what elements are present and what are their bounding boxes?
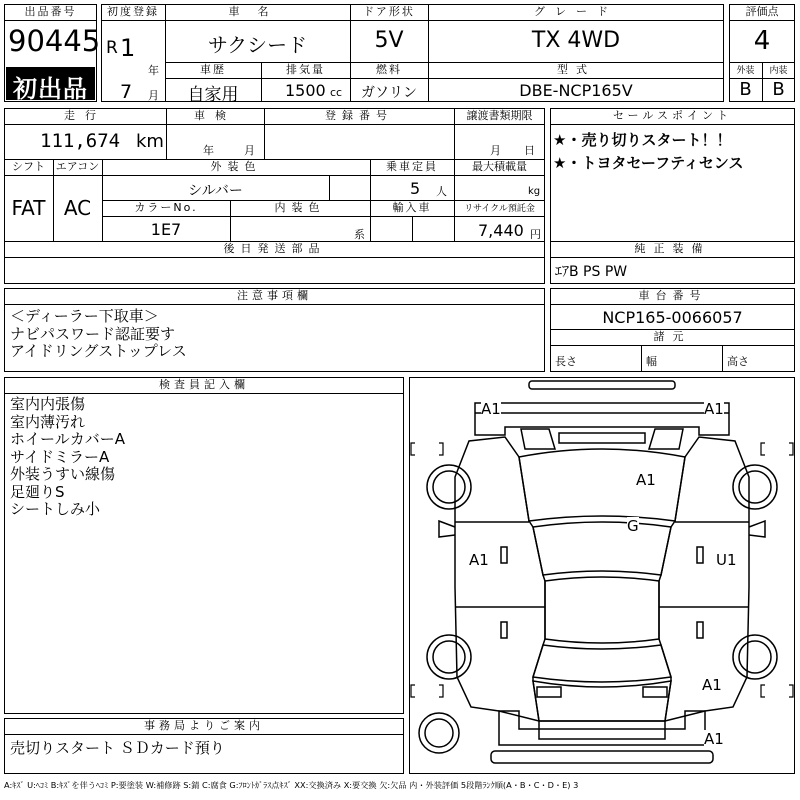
shift-label: シフト (12, 160, 45, 173)
era: R (106, 38, 118, 58)
km-unit: km (136, 131, 164, 152)
cc-unit: cc (330, 86, 343, 99)
mark-right-side: U1 (716, 551, 737, 569)
displacement-label: 排気量 (286, 63, 325, 76)
mileage-label: 走行 (64, 109, 106, 122)
ac: AC (63, 196, 92, 220)
yen-unit: 円 (530, 228, 541, 241)
colorno-label: カラーNo. (134, 201, 198, 214)
reg-month: 7 (120, 81, 133, 103)
ac-label: エアコン (55, 160, 100, 173)
seats: 5 (410, 179, 421, 198)
color-label: 外装色 (210, 160, 262, 173)
car-name: サクシード (207, 33, 308, 57)
first-listing-label: 初出品 (13, 75, 88, 103)
fuel: ガソリン (361, 85, 417, 101)
mileage: 111,674 (40, 130, 121, 152)
interior-label: 内装色 (274, 201, 326, 214)
inspector-line: サイドミラーA (10, 447, 110, 466)
reg-label: 初度登録 (107, 5, 159, 18)
load-label: 最大積載量 (472, 160, 527, 173)
dims-length: 長さ (555, 355, 577, 368)
office-label: 事務局よりご案内 (144, 719, 264, 732)
import-label: 輸入車 (392, 201, 432, 214)
name-label: 車名 (228, 5, 287, 18)
dims-height: 高さ (727, 355, 749, 368)
car-diagram (409, 377, 795, 774)
score-label: 評価点 (745, 5, 779, 18)
mark-hood: A1 (636, 471, 656, 489)
inspector-line: シートしみ小 (10, 500, 101, 518)
month-unit: 月 (148, 89, 159, 102)
load-unit: kg (528, 186, 541, 197)
door: 5V (374, 28, 404, 53)
notes-label: 注意事項欄 (237, 289, 312, 302)
model-label: 型式 (557, 63, 595, 76)
later-parts-label: 後日発送部品 (223, 242, 326, 255)
selling-line-1: ★・売り切りスタート！！ (553, 131, 732, 149)
lot-number: 90445 (8, 24, 101, 58)
interior-unit: 系 (354, 228, 365, 241)
dims-width: 幅 (646, 355, 657, 368)
reg-year: 1 (120, 34, 136, 62)
inspector-line: 室内薄汚れ (10, 412, 86, 431)
colorno: 1E7 (150, 220, 182, 239)
grade: TX 4WD (531, 28, 621, 53)
mark-front-left: A1 (481, 400, 501, 418)
history-label: 車歴 (200, 63, 226, 76)
insp-month-unit: 月 (244, 144, 255, 157)
fuel-label: 燃料 (376, 63, 402, 76)
grade-label: グレード (534, 5, 618, 18)
insp-year-unit: 年 (203, 144, 214, 157)
mark-windshield: G (627, 517, 639, 535)
mark-front-right: A1 (704, 400, 724, 418)
transfer-label: 譲渡書類期限 (466, 109, 533, 122)
inspector-line: ホイールカバーA (10, 430, 125, 448)
mark-left-side: A1 (469, 551, 489, 569)
inspector-label: 検査員記入欄 (159, 378, 249, 391)
notes-line: ＜ディーラー下取車＞ (10, 307, 159, 325)
ext-grade: B (739, 79, 752, 100)
selling-label: セールスポイント (612, 109, 732, 122)
dims-label: 諸元 (653, 330, 692, 343)
inspector-line: 外装うすい線傷 (10, 465, 116, 483)
legend: A:ｷｽﾞ U:ﾍｺﾐ B:ｷｽﾞを伴うﾍｺﾐ P:要塗装 W:補修跡 S:錆 C:腐食 G:ﾌﾛﾝﾄｶﾞﾗｽ点ｷｽﾞ XX:交換済み X:要交換 欠:欠品 内・外装評価 5段階ﾗﾝｸ順(A・B・C・D・E) 3 (4, 780, 579, 790)
year-unit: 年 (148, 64, 159, 77)
notes-line: ナビパスワード認証要す (10, 324, 176, 343)
transfer-day-unit: 日 (524, 144, 535, 157)
chassis-label: 車台番号 (638, 289, 707, 302)
ext-label: 外装 (736, 66, 755, 76)
mark-rear-right: A1 (702, 676, 722, 694)
shift: FAT (11, 196, 46, 220)
transfer-month-unit: 月 (490, 144, 501, 157)
model: DBE-NCP165V (519, 81, 633, 100)
recycle: 7,440 (478, 221, 524, 240)
color: シルバー (188, 183, 243, 199)
inspection-label: 車検 (194, 109, 236, 122)
inspector-line: 足廻りS (10, 482, 65, 501)
equipment-label: 純正装備 (634, 242, 711, 255)
seats-label: 乗車定員 (386, 160, 438, 173)
office-text: 売切りスタート ＳＤカード預り (10, 739, 225, 757)
mark-rear-bottom: A1 (704, 730, 724, 748)
inspector-line: 室内内張傷 (10, 395, 86, 413)
seats-unit: 人 (436, 185, 447, 198)
plate-label: 登録番号 (325, 109, 393, 122)
notes-line: アイドリングストップレス (10, 342, 187, 360)
int-grade: B (772, 79, 785, 100)
door-label: ドア形状 (363, 5, 415, 18)
lot-label: 出品番号 (24, 5, 77, 18)
recycle-label: リサイクル預託金 (464, 204, 535, 214)
equipment-value: ｴｱB PS PW (555, 264, 628, 280)
int-label: 内装 (769, 66, 788, 76)
selling-line-2: ★・トヨタセーフティセンス (553, 154, 744, 172)
chassis-value: NCP165-0066057 (602, 308, 743, 327)
score: 4 (753, 26, 771, 56)
history: 自家用 (187, 85, 239, 105)
displacement: 1500 (285, 81, 326, 100)
